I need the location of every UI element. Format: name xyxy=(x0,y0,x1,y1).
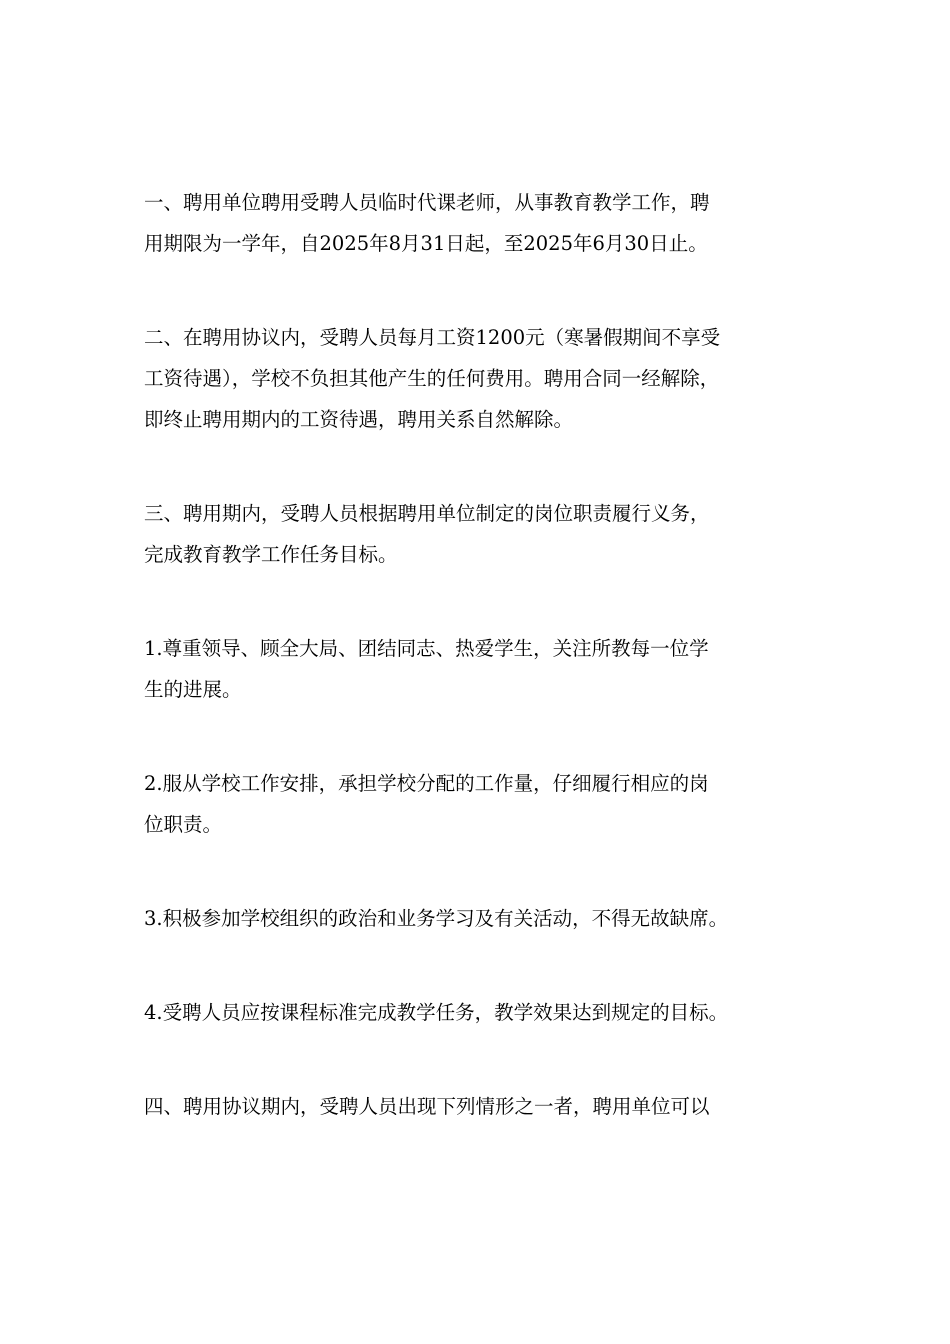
text-line: 4.受聘人员应按课程标准完成教学任务，教学效果达到规定的目标。 xyxy=(144,1001,729,1024)
text-line: 3.积极参加学校组织的政治和业务学习及有关活动，不得无故缺席。 xyxy=(144,907,729,930)
text-line: 二、在聘用协议内，受聘人员每月工资1200元（寒暑假期间不享受 xyxy=(144,326,721,349)
list-item-1 xyxy=(144,628,824,710)
text-line: 四、聘用协议期内，受聘人员出现下列情形之一者，聘用单位可以 xyxy=(144,1095,710,1118)
text-line: 位职责。 xyxy=(144,813,223,836)
text-line: 1.尊重领导、顾全大局、团结同志、热爱学生，关注所教每一位学 xyxy=(144,637,709,660)
paragraph-salary xyxy=(144,317,824,440)
paragraph-term xyxy=(144,182,824,264)
paragraph-duties xyxy=(144,493,824,575)
text-line: 三、聘用期内，受聘人员根据聘用单位制定的岗位职责履行义务， xyxy=(144,502,710,525)
list-item-2 xyxy=(144,763,824,845)
text-line: 一、聘用单位聘用受聘人员临时代课老师，从事教育教学工作，聘 xyxy=(144,191,710,214)
text-line: 工资待遇），学校不负担其他产生的任何费用。聘用合同一经解除， xyxy=(144,367,720,390)
list-item-3 xyxy=(144,898,824,939)
text-line: 2.服从学校工作安排，承担学校分配的工作量，仔细履行相应的岗 xyxy=(144,772,709,795)
text-line: 用期限为一学年，自2025年8月31日起，至2025年6月30日止。 xyxy=(144,232,708,255)
document-body xyxy=(144,182,824,1180)
text-line: 生的进展。 xyxy=(144,678,242,701)
paragraph-termination xyxy=(144,1086,824,1127)
text-line: 即终止聘用期内的工资待遇，聘用关系自然解除。 xyxy=(144,408,574,431)
text-line: 完成教育教学工作任务目标。 xyxy=(144,543,398,566)
list-item-4 xyxy=(144,992,824,1033)
